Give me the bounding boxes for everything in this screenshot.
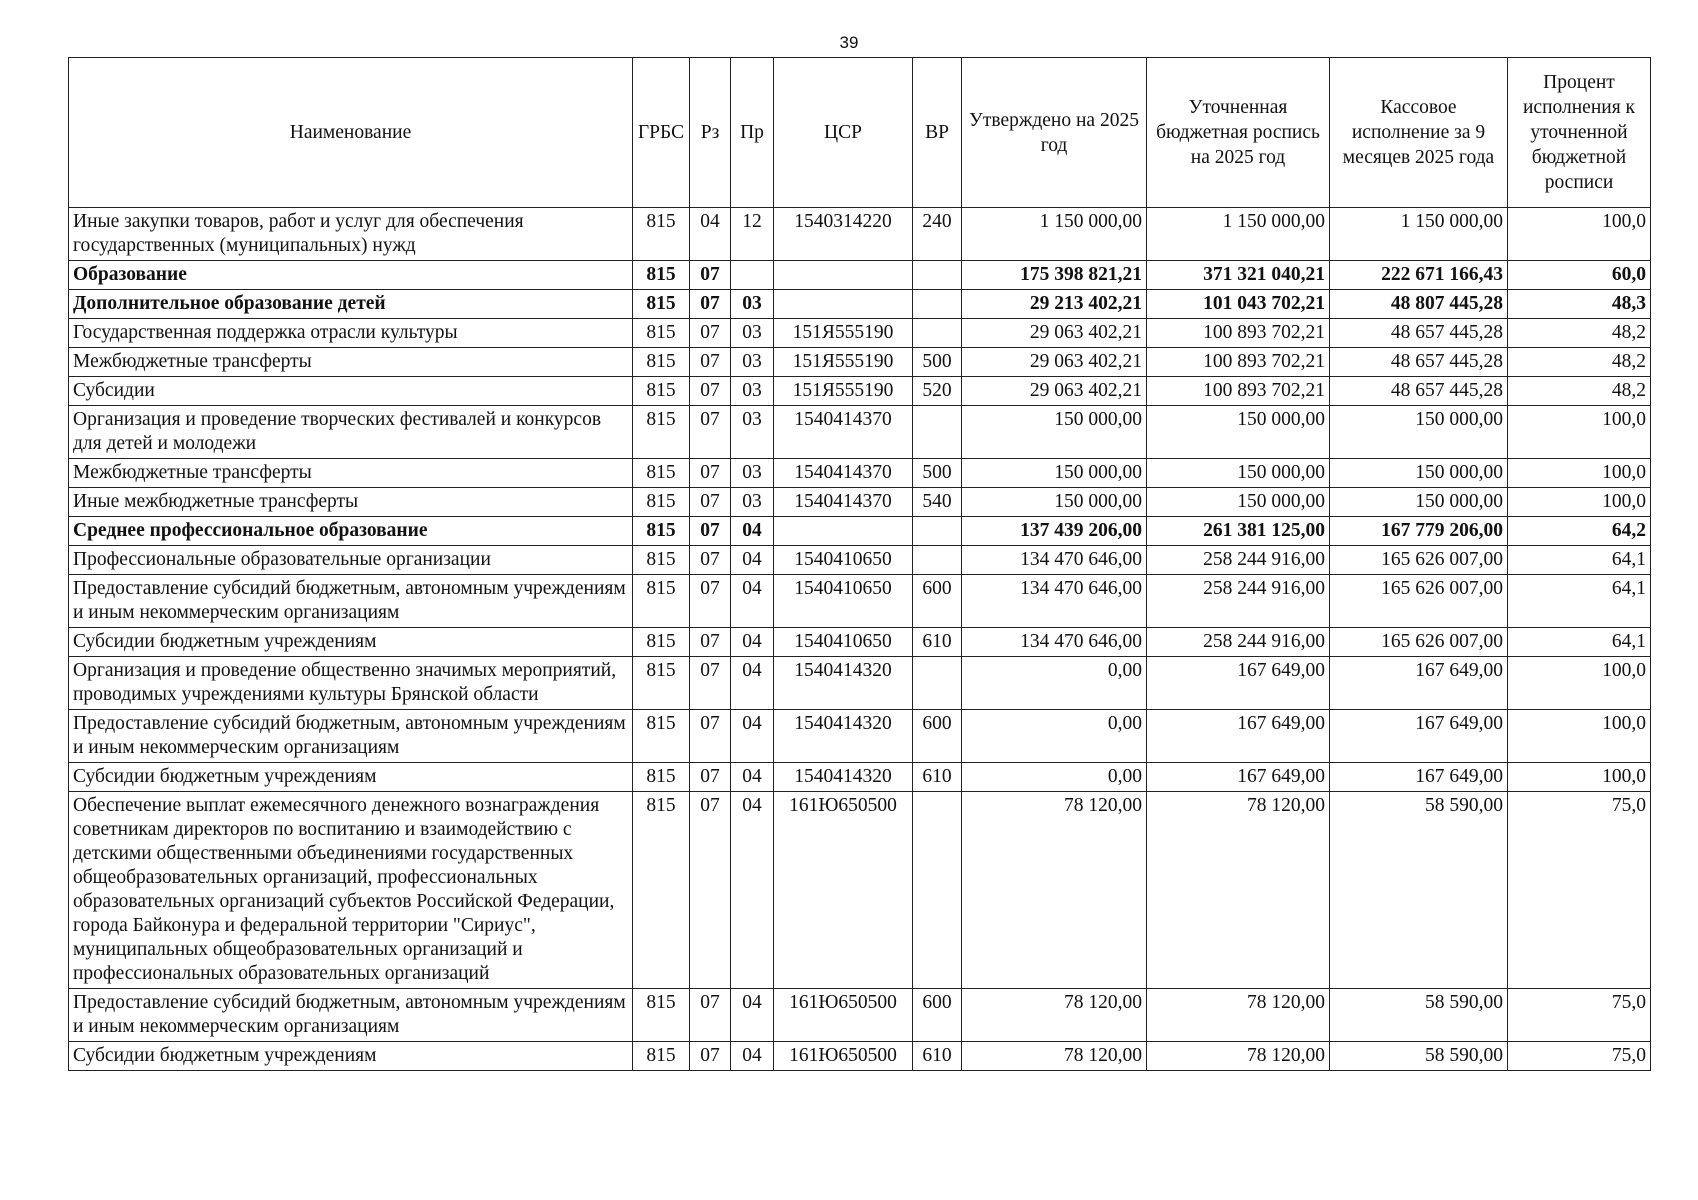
cell-cash: 48 657 445,28 xyxy=(1330,319,1508,348)
cell-refined: 261 381 125,00 xyxy=(1147,517,1330,546)
table-row xyxy=(69,546,1651,575)
cell-csr: 1540414370 xyxy=(774,459,913,488)
cell-name: Дополнительное образование детей xyxy=(69,290,633,319)
header-name: Наименование xyxy=(69,58,633,208)
cell-vr xyxy=(913,261,962,290)
cell-csr: 1540414320 xyxy=(774,657,913,710)
cell-csr: 1540314220 xyxy=(774,208,913,261)
table-row xyxy=(69,1042,1651,1071)
cell-pr: 04 xyxy=(731,575,774,628)
budget-table xyxy=(68,57,1651,1071)
table-row xyxy=(69,763,1651,792)
table-row xyxy=(69,348,1651,377)
cell-name: Образование xyxy=(69,261,633,290)
cell-cash: 167 649,00 xyxy=(1330,710,1508,763)
cell-refined: 101 043 702,21 xyxy=(1147,290,1330,319)
cell-pr: 04 xyxy=(731,710,774,763)
cell-csr: 1540414370 xyxy=(774,406,913,459)
cell-vr xyxy=(913,792,962,989)
cell-name: Иные закупки товаров, работ и услуг для обеспечения государственных (муниципальных) нужд xyxy=(69,208,633,261)
cell-percent: 64,1 xyxy=(1508,575,1651,628)
cell-approved: 150 000,00 xyxy=(962,459,1147,488)
cell-pr: 04 xyxy=(731,989,774,1042)
cell-refined: 150 000,00 xyxy=(1147,488,1330,517)
cell-csr: 151Я555190 xyxy=(774,348,913,377)
table-row xyxy=(69,459,1651,488)
table-row xyxy=(69,575,1651,628)
cell-csr: 1540410650 xyxy=(774,628,913,657)
header-pr: Пр xyxy=(731,58,774,208)
cell-percent: 100,0 xyxy=(1508,488,1651,517)
cell-pr: 04 xyxy=(731,628,774,657)
cell-vr xyxy=(913,290,962,319)
cell-grbs: 815 xyxy=(633,657,690,710)
cell-vr xyxy=(913,517,962,546)
table-row xyxy=(69,657,1651,710)
table-row xyxy=(69,488,1651,517)
cell-grbs: 815 xyxy=(633,319,690,348)
table-row xyxy=(69,261,1651,290)
cell-vr: 600 xyxy=(913,710,962,763)
table-row xyxy=(69,792,1651,989)
cell-approved: 0,00 xyxy=(962,763,1147,792)
cell-name: Иные межбюджетные трансферты xyxy=(69,488,633,517)
cell-approved: 78 120,00 xyxy=(962,989,1147,1042)
cell-csr: 161Ю650500 xyxy=(774,792,913,989)
cell-rz: 07 xyxy=(690,348,731,377)
cell-pr: 04 xyxy=(731,763,774,792)
cell-vr: 610 xyxy=(913,763,962,792)
cell-refined: 78 120,00 xyxy=(1147,792,1330,989)
cell-rz: 07 xyxy=(690,1042,731,1071)
table-row xyxy=(69,989,1651,1042)
cell-rz: 07 xyxy=(690,290,731,319)
cell-cash: 48 657 445,28 xyxy=(1330,348,1508,377)
cell-grbs: 815 xyxy=(633,488,690,517)
cell-refined: 100 893 702,21 xyxy=(1147,348,1330,377)
cell-vr xyxy=(913,406,962,459)
cell-vr: 540 xyxy=(913,488,962,517)
cell-grbs: 815 xyxy=(633,377,690,406)
cell-vr: 500 xyxy=(913,459,962,488)
cell-name: Субсидии бюджетным учреждениям xyxy=(69,1042,633,1071)
cell-pr: 04 xyxy=(731,1042,774,1071)
cell-percent: 75,0 xyxy=(1508,1042,1651,1071)
cell-pr: 03 xyxy=(731,319,774,348)
cell-percent: 48,2 xyxy=(1508,348,1651,377)
cell-name: Среднее профессиональное образование xyxy=(69,517,633,546)
cell-pr: 04 xyxy=(731,546,774,575)
cell-rz: 07 xyxy=(690,575,731,628)
cell-approved: 78 120,00 xyxy=(962,1042,1147,1071)
cell-grbs: 815 xyxy=(633,459,690,488)
cell-rz: 07 xyxy=(690,546,731,575)
cell-grbs: 815 xyxy=(633,792,690,989)
cell-pr: 03 xyxy=(731,406,774,459)
cell-refined: 258 244 916,00 xyxy=(1147,575,1330,628)
cell-csr xyxy=(774,290,913,319)
cell-refined: 150 000,00 xyxy=(1147,406,1330,459)
cell-grbs: 815 xyxy=(633,575,690,628)
cell-approved: 134 470 646,00 xyxy=(962,628,1147,657)
cell-pr: 03 xyxy=(731,488,774,517)
cell-cash: 150 000,00 xyxy=(1330,488,1508,517)
cell-percent: 100,0 xyxy=(1508,763,1651,792)
table-header-row xyxy=(69,58,1651,208)
cell-rz: 07 xyxy=(690,657,731,710)
cell-grbs: 815 xyxy=(633,628,690,657)
cell-name: Организация и проведение творческих фестивалей и конкурсов для детей и молодежи xyxy=(69,406,633,459)
cell-approved: 0,00 xyxy=(962,657,1147,710)
cell-vr: 240 xyxy=(913,208,962,261)
cell-cash: 165 626 007,00 xyxy=(1330,628,1508,657)
cell-percent: 75,0 xyxy=(1508,792,1651,989)
cell-rz: 07 xyxy=(690,459,731,488)
cell-percent: 100,0 xyxy=(1508,710,1651,763)
cell-cash: 58 590,00 xyxy=(1330,1042,1508,1071)
cell-rz: 07 xyxy=(690,488,731,517)
cell-refined: 78 120,00 xyxy=(1147,989,1330,1042)
table-row xyxy=(69,710,1651,763)
cell-name: Межбюджетные трансферты xyxy=(69,459,633,488)
cell-cash: 167 649,00 xyxy=(1330,657,1508,710)
cell-cash: 167 649,00 xyxy=(1330,763,1508,792)
cell-rz: 07 xyxy=(690,517,731,546)
cell-csr: 151Я555190 xyxy=(774,319,913,348)
cell-approved: 150 000,00 xyxy=(962,406,1147,459)
cell-csr: 151Я555190 xyxy=(774,377,913,406)
cell-vr: 500 xyxy=(913,348,962,377)
cell-pr: 04 xyxy=(731,657,774,710)
table-row xyxy=(69,319,1651,348)
cell-percent: 64,2 xyxy=(1508,517,1651,546)
cell-grbs: 815 xyxy=(633,763,690,792)
cell-pr: 03 xyxy=(731,377,774,406)
cell-csr: 1540410650 xyxy=(774,546,913,575)
cell-grbs: 815 xyxy=(633,989,690,1042)
cell-vr: 520 xyxy=(913,377,962,406)
cell-name: Субсидии бюджетным учреждениям xyxy=(69,628,633,657)
cell-pr: 12 xyxy=(731,208,774,261)
table-row xyxy=(69,517,1651,546)
header-vr: ВР xyxy=(913,58,962,208)
cell-cash: 222 671 166,43 xyxy=(1330,261,1508,290)
cell-vr: 600 xyxy=(913,575,962,628)
cell-cash: 58 590,00 xyxy=(1330,792,1508,989)
cell-refined: 167 649,00 xyxy=(1147,710,1330,763)
cell-name: Субсидии xyxy=(69,377,633,406)
cell-cash: 48 657 445,28 xyxy=(1330,377,1508,406)
cell-approved: 29 063 402,21 xyxy=(962,377,1147,406)
cell-approved: 175 398 821,21 xyxy=(962,261,1147,290)
cell-name: Обеспечение выплат ежемесячного денежного вознаграждения советникам директоров по воспитанию и взаимодействию с детскими общественными объединениями государственных общеобразовательных организаций, профессиональных образовательных организаций субъектов Российской Федерации, города Байконура и федеральной территории "Сириус", муниципальных общеобразовательных организаций и профессиональных образовательных организаций xyxy=(69,792,633,989)
cell-refined: 258 244 916,00 xyxy=(1147,628,1330,657)
header-cash: Кассовое исполнение за 9 месяцев 2025 года xyxy=(1330,58,1508,208)
cell-vr xyxy=(913,657,962,710)
cell-pr xyxy=(731,261,774,290)
cell-percent: 100,0 xyxy=(1508,657,1651,710)
cell-vr: 610 xyxy=(913,628,962,657)
cell-refined: 258 244 916,00 xyxy=(1147,546,1330,575)
cell-percent: 100,0 xyxy=(1508,406,1651,459)
cell-percent: 48,3 xyxy=(1508,290,1651,319)
cell-approved: 134 470 646,00 xyxy=(962,575,1147,628)
cell-name: Предоставление субсидий бюджетным, автономным учреждениям и иным некоммерческим организациям xyxy=(69,989,633,1042)
cell-pr: 03 xyxy=(731,290,774,319)
cell-percent: 75,0 xyxy=(1508,989,1651,1042)
cell-percent: 64,1 xyxy=(1508,628,1651,657)
header-approved: Утверждено на 2025 год xyxy=(962,58,1147,208)
table-row xyxy=(69,208,1651,261)
table-body xyxy=(69,208,1651,1071)
cell-name: Предоставление субсидий бюджетным, автономным учреждениям и иным некоммерческим организациям xyxy=(69,710,633,763)
cell-grbs: 815 xyxy=(633,1042,690,1071)
cell-cash: 150 000,00 xyxy=(1330,459,1508,488)
cell-rz: 07 xyxy=(690,710,731,763)
cell-name: Государственная поддержка отрасли культуры xyxy=(69,319,633,348)
cell-approved: 29 063 402,21 xyxy=(962,319,1147,348)
cell-vr xyxy=(913,319,962,348)
cell-grbs: 815 xyxy=(633,208,690,261)
cell-cash: 165 626 007,00 xyxy=(1330,546,1508,575)
header-csr: ЦСР xyxy=(774,58,913,208)
cell-csr xyxy=(774,517,913,546)
cell-pr: 03 xyxy=(731,459,774,488)
cell-approved: 29 213 402,21 xyxy=(962,290,1147,319)
cell-percent: 64,1 xyxy=(1508,546,1651,575)
cell-percent: 100,0 xyxy=(1508,459,1651,488)
header-rz: Рз xyxy=(690,58,731,208)
cell-percent: 100,0 xyxy=(1508,208,1651,261)
cell-pr: 04 xyxy=(731,517,774,546)
cell-grbs: 815 xyxy=(633,710,690,763)
cell-grbs: 815 xyxy=(633,546,690,575)
cell-rz: 07 xyxy=(690,406,731,459)
cell-name: Организация и проведение общественно значимых мероприятий, проводимых учреждениями культуры Брянской области xyxy=(69,657,633,710)
cell-percent: 48,2 xyxy=(1508,377,1651,406)
table-row xyxy=(69,377,1651,406)
cell-refined: 100 893 702,21 xyxy=(1147,319,1330,348)
cell-approved: 137 439 206,00 xyxy=(962,517,1147,546)
cell-csr xyxy=(774,261,913,290)
cell-vr xyxy=(913,546,962,575)
cell-rz: 07 xyxy=(690,763,731,792)
cell-vr: 600 xyxy=(913,989,962,1042)
cell-cash: 165 626 007,00 xyxy=(1330,575,1508,628)
cell-name: Профессиональные образовательные организации xyxy=(69,546,633,575)
cell-rz: 07 xyxy=(690,628,731,657)
cell-percent: 48,2 xyxy=(1508,319,1651,348)
cell-csr: 161Ю650500 xyxy=(774,989,913,1042)
cell-refined: 167 649,00 xyxy=(1147,657,1330,710)
cell-rz: 07 xyxy=(690,319,731,348)
cell-refined: 150 000,00 xyxy=(1147,459,1330,488)
header-percent: Процент исполнения к уточненной бюджетной росписи xyxy=(1508,58,1651,208)
cell-cash: 167 779 206,00 xyxy=(1330,517,1508,546)
cell-approved: 0,00 xyxy=(962,710,1147,763)
cell-pr: 03 xyxy=(731,348,774,377)
table-row xyxy=(69,406,1651,459)
cell-approved: 78 120,00 xyxy=(962,792,1147,989)
cell-name: Межбюджетные трансферты xyxy=(69,348,633,377)
table-row xyxy=(69,628,1651,657)
cell-csr: 1540414370 xyxy=(774,488,913,517)
cell-rz: 07 xyxy=(690,989,731,1042)
cell-rz: 07 xyxy=(690,792,731,989)
cell-name: Предоставление субсидий бюджетным, автономным учреждениям и иным некоммерческим организациям xyxy=(69,575,633,628)
cell-cash: 58 590,00 xyxy=(1330,989,1508,1042)
header-grbs: ГРБС xyxy=(633,58,690,208)
header-refined: Уточненная бюджетная роспись на 2025 год xyxy=(1147,58,1330,208)
cell-csr: 1540414320 xyxy=(774,763,913,792)
cell-pr: 04 xyxy=(731,792,774,989)
cell-refined: 167 649,00 xyxy=(1147,763,1330,792)
cell-approved: 134 470 646,00 xyxy=(962,546,1147,575)
cell-cash: 150 000,00 xyxy=(1330,406,1508,459)
cell-grbs: 815 xyxy=(633,290,690,319)
cell-refined: 371 321 040,21 xyxy=(1147,261,1330,290)
cell-cash: 48 807 445,28 xyxy=(1330,290,1508,319)
cell-rz: 07 xyxy=(690,377,731,406)
cell-grbs: 815 xyxy=(633,517,690,546)
cell-csr: 1540414320 xyxy=(774,710,913,763)
cell-rz: 04 xyxy=(690,208,731,261)
cell-approved: 150 000,00 xyxy=(962,488,1147,517)
cell-vr: 610 xyxy=(913,1042,962,1071)
cell-refined: 1 150 000,00 xyxy=(1147,208,1330,261)
table-row xyxy=(69,290,1651,319)
cell-grbs: 815 xyxy=(633,406,690,459)
cell-cash: 1 150 000,00 xyxy=(1330,208,1508,261)
cell-refined: 78 120,00 xyxy=(1147,1042,1330,1071)
cell-csr: 1540410650 xyxy=(774,575,913,628)
page-number: 39 xyxy=(839,33,859,52)
cell-approved: 29 063 402,21 xyxy=(962,348,1147,377)
cell-csr: 161Ю650500 xyxy=(774,1042,913,1071)
cell-refined: 100 893 702,21 xyxy=(1147,377,1330,406)
cell-percent: 60,0 xyxy=(1508,261,1651,290)
cell-grbs: 815 xyxy=(633,261,690,290)
cell-approved: 1 150 000,00 xyxy=(962,208,1147,261)
cell-rz: 07 xyxy=(690,261,731,290)
cell-grbs: 815 xyxy=(633,348,690,377)
cell-name: Субсидии бюджетным учреждениям xyxy=(69,763,633,792)
